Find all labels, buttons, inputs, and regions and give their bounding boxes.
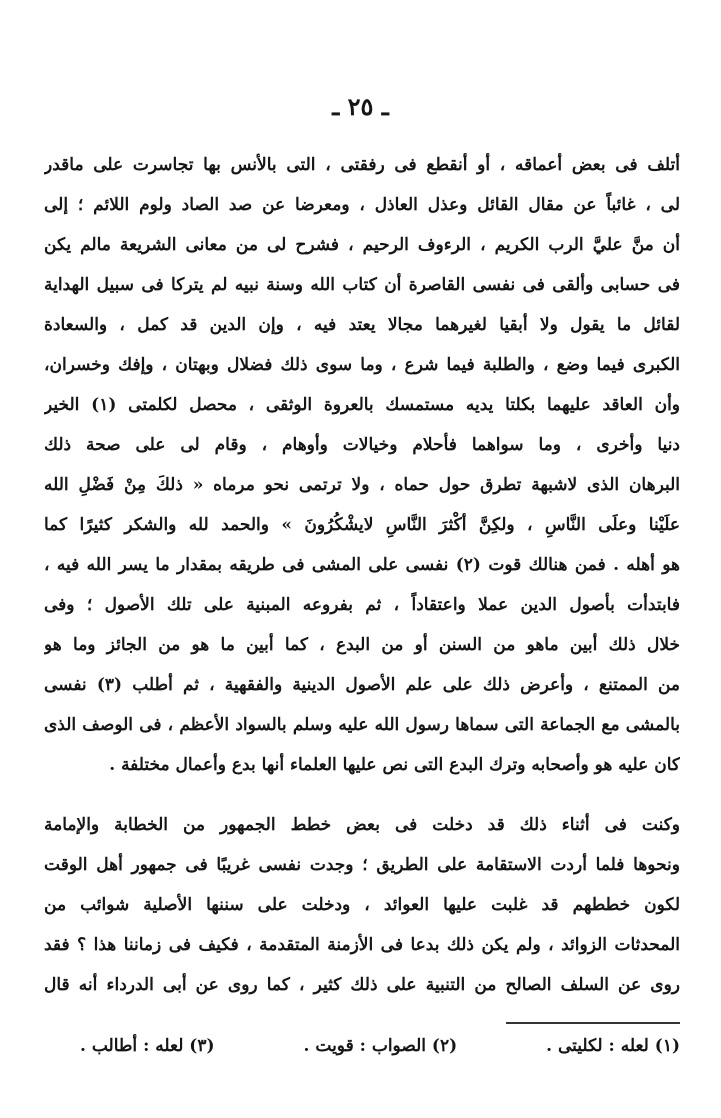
text-line: دنيا وأخرى ، وما سواهما فأحلام وخيالات وأوهام ، وقام لى على صحة ذلك <box>44 435 680 455</box>
text-line: بالمشى مع الجماعة التى سماها رسول الله عليه وسلم بالسواد الأعظم ، فى الوصف الذى <box>44 715 680 735</box>
text-line: هو أهله . فمن هنالك قوت (٢) نفسى على المشى فى طريقه بمقدار ما يسر الله فيه ، <box>44 555 680 575</box>
footnotes <box>80 1028 680 1064</box>
page-number: ـ ٢٥ ـ <box>332 92 389 121</box>
text-line: أن منَّ عليَّ الرب الكريم ، الرءوف الرحيم ، فشرح لى من معانى الشريعة مالم يكن <box>44 235 680 255</box>
text-line: المحدثات الزوائد ، ولم يكن ذلك بدعا فى الأزمنة المتقدمة ، فكيف فى زماننا هذا ؟ فقد <box>44 935 680 955</box>
text-line: لى ، غائباً عن مقال القائل وعذل العاذل ، ومعرضا عن صد الصاد ولوم اللائم ؛ إلى <box>44 195 680 215</box>
text-line: وكنت فى أثناء ذلك قد دخلت فى بعض خطط الجمهور من الخطابة والإمامة <box>44 815 680 835</box>
text-line: لقائل ما يقول ولا أبقيا لغيرهما مجالا يعتد فيه ، وإن الدين قد كمل ، والسعادة <box>44 315 680 335</box>
text-line: روى عن السلف الصالح من التنبية على ذلك كثير ، كما روى عن أبى الدرداء أنه قال <box>44 975 680 995</box>
text-line: وأن العاقد عليهما بكلتا يديه مستمسك بالعروة الوثقى ، محصل لكلمتى (١) الخير <box>44 395 680 415</box>
text-line: فابتدأت بأصول الدين عملا واعتقاداً ، ثم بفروعه المبنية على تلك الأصول ؛ وفى <box>44 595 680 615</box>
text-line: لكون خططهم قد غلبت عليها العوائد ، ودخلت على سننها الأصلية شوائب من <box>44 895 680 915</box>
text-line: الكبرى فيما وضع ، والطلبة فيما شرع ، وما سوى ذلك فضلال وبهتان ، وإفك وخسران، <box>44 355 680 375</box>
text-line: أتلف فى بعض أعماقه ، أو أنقطع فى رفقتى ، التى بالأنس بها تجاسرت على ماقدر <box>44 155 680 175</box>
text-line: ونحوها فلما أردت الاستقامة على الطريق ؛ وجدت نفسى غريبًا فى جمهور أهل الوقت <box>44 855 680 875</box>
footnote-1: (١) لعله : لكليتى . <box>546 1036 680 1056</box>
text-line: علَيْنا وعلَى النَّاسِ ، ولكِنَّ أكْثرَ النَّاسِ لايشْكُرُونَ » والحمد لله والشكر كثيرًا كما <box>44 515 680 535</box>
text-line: من الممتنع ، وأعرض ذلك على علم الأصول الدينية والفقهية ، ثم أطلب (٣) نفسى <box>44 675 680 695</box>
text-line: فى حسابى وألقى فى نفسى القاصرة أن كتاب الله وسنة نبيه لم يتركا فى سبيل الهداية <box>44 275 680 295</box>
paragraph-gap <box>44 785 680 805</box>
footnote-3: (٣) لعله : أطالب . <box>80 1036 215 1056</box>
text-line: خلال ذلك أبين ماهو من السنن أو من البدع ، كما أبين ما هو من الجائز وما هو <box>44 635 680 655</box>
text-line: كان عليه هو وأصحابه وترك البدع التى نص عليها العلماء أنها بدع وأعمال مختلفة . <box>109 755 680 775</box>
text-line: البرهان الذى لاشبهة تطرق حول حماه ، ولا ترتمى نحو مرماه « ذلكَ مِنْ فَضْلِ الله <box>44 475 680 495</box>
footnote-divider <box>506 1022 680 1024</box>
paragraph-1 <box>44 145 680 785</box>
footnote-2: (٢) الصواب : قويت . <box>303 1036 458 1056</box>
paragraph-2 <box>44 805 680 1005</box>
body-text <box>44 145 680 1005</box>
